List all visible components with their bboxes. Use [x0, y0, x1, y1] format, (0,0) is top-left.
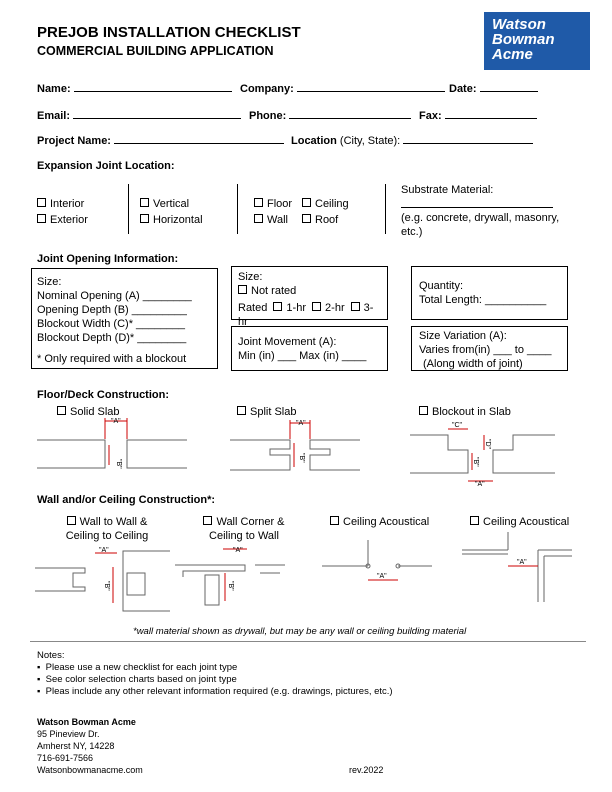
label-b: "B" — [472, 457, 479, 467]
label-a: "A" — [475, 481, 485, 487]
size-label: Size: — [37, 276, 62, 288]
not-rated-option[interactable] — [238, 284, 381, 298]
wall-section — [205, 575, 219, 605]
vertical-option[interactable] — [140, 197, 189, 211]
slab-right — [310, 440, 360, 470]
wall-to-wall-label-2: Ceiling to Ceiling — [65, 530, 149, 542]
footer-phone: 716-691-7566 — [37, 753, 94, 763]
wall-left — [35, 568, 85, 591]
wall-footnote: *wall material shown as drywall, but may be any wall or ceiling building material — [133, 626, 467, 637]
name-line[interactable] — [74, 80, 232, 92]
not-rated-label: Not rated — [251, 285, 297, 297]
wall-corner-option[interactable] — [199, 515, 289, 543]
project-name-field[interactable] — [37, 132, 284, 147]
nominal-opening-field[interactable]: Nominal Opening (A) ________ — [37, 290, 192, 302]
location-field[interactable] — [291, 132, 533, 147]
company-logo — [484, 12, 590, 70]
name-label: Name: — [37, 83, 71, 95]
split-slab-diagram — [230, 415, 360, 475]
movement-label: Joint Movement (A): — [238, 336, 337, 348]
ceiling-option[interactable] — [302, 197, 349, 211]
company-label: Company: — [240, 83, 294, 95]
solid-slab-label: Solid Slab — [70, 406, 120, 418]
location-label: Location — [291, 135, 337, 147]
blockout-slab-label: Blockout in Slab — [432, 406, 511, 418]
ceiling-label: Ceiling — [315, 198, 349, 210]
footer-website[interactable]: Watsonbowmanacme.com — [37, 765, 143, 775]
wall-to-wall-option[interactable] — [62, 515, 152, 543]
email-line[interactable] — [73, 107, 241, 119]
wall-checkbox[interactable] — [254, 214, 263, 223]
wall-edge — [255, 565, 285, 573]
slab-left — [410, 435, 468, 473]
substrate-line[interactable] — [401, 196, 553, 208]
ceiling-acoustical-diagram-2 — [462, 532, 572, 602]
roof-label: Roof — [315, 214, 339, 226]
company-field[interactable] — [240, 80, 445, 95]
solid-slab-diagram — [37, 415, 187, 475]
wall-to-wall-diagram — [35, 543, 170, 613]
variation-box — [411, 326, 568, 371]
rating-size-label: Size: — [238, 271, 263, 283]
slab-right — [127, 440, 187, 468]
solid-slab-checkbox[interactable] — [57, 406, 66, 415]
ceiling-acoustical-option-1[interactable] — [330, 515, 429, 529]
ceiling-acoustical-checkbox-1[interactable] — [330, 516, 339, 525]
interior-checkbox[interactable] — [37, 198, 46, 207]
split-slab-label: Split Slab — [250, 406, 297, 418]
label-a: "A" — [296, 420, 306, 427]
logo-line-2: Bowman — [492, 31, 555, 48]
blockout-slab-diagram — [410, 415, 555, 487]
section-divider — [30, 641, 586, 642]
expansion-heading: Expansion Joint Location: — [37, 160, 175, 172]
label-b: "B" — [227, 581, 234, 591]
wall-corner-label: Wall Corner & — [216, 516, 285, 528]
quantity-label: Quantity: — [419, 280, 464, 292]
divider — [237, 184, 238, 234]
ceiling-acoustical-option-2[interactable] — [470, 515, 569, 529]
rated-row — [238, 301, 381, 329]
logo-line-1: Watson — [492, 16, 546, 33]
wall-corner-checkbox[interactable] — [203, 516, 212, 525]
ceiling-acoustical-label-2: Ceiling Acoustical — [483, 516, 570, 528]
hr3-label: 3-hr — [238, 302, 374, 328]
total-length-field[interactable]: Total Length: __________ — [419, 294, 547, 306]
label-c: "C" — [452, 422, 463, 429]
roof-option[interactable] — [302, 213, 338, 227]
ceiling-acoustical-diagram-1 — [322, 540, 432, 590]
wall-heading: Wall and/or Ceiling Construction*: — [37, 494, 216, 506]
footer-city: Amherst NY, 14228 — [37, 741, 115, 751]
divider — [128, 184, 129, 234]
slab-left — [230, 440, 290, 470]
divider — [385, 184, 386, 234]
roof-checkbox[interactable] — [302, 214, 311, 223]
hr1-label: 1-hr — [286, 302, 306, 314]
note-item: ▪ Please use a new checklist for each joint type — [37, 662, 238, 673]
movement-field[interactable]: Min (in) ___ Max (in) ____ — [238, 350, 367, 362]
company-line[interactable] — [297, 80, 445, 92]
slab-left — [37, 440, 105, 468]
opening-depth-field[interactable]: Opening Depth (B) _________ — [37, 304, 187, 316]
page-title: PREJOB INSTALLATION CHECKLIST — [37, 24, 301, 41]
logo-line-3: Acme — [492, 46, 533, 63]
note-text: Please use a new checklist for each joint type — [45, 662, 238, 673]
note-item: ▪ See color selection charts based on joint type — [37, 674, 237, 685]
label-a: "A" — [99, 547, 109, 554]
exterior-checkbox[interactable] — [37, 214, 46, 223]
page-subtitle: COMMERCIAL BUILDING APPLICATION — [37, 44, 274, 58]
label-a: "A" — [377, 573, 387, 580]
project-name-label: Project Name: — [37, 135, 111, 147]
note-item: ▪ Pleas include any other relevant information required (e.g. drawings, pictures, etc.) — [37, 686, 393, 697]
wall-corner-label-2: Ceiling to Wall — [209, 530, 279, 542]
rating-box — [231, 266, 388, 328]
fax-field[interactable] — [419, 107, 537, 122]
hr3-checkbox[interactable] — [351, 302, 360, 311]
exterior-label: Exterior — [50, 214, 88, 226]
fax-label: Fax: — [419, 110, 442, 122]
label-b: "B" — [115, 459, 122, 469]
label-d: "D" — [484, 439, 491, 450]
blockout-depth-field[interactable]: Blockout Depth (D)* ________ — [37, 332, 187, 344]
floor-option[interactable] — [254, 197, 292, 211]
size-box — [31, 268, 218, 369]
phone-line[interactable] — [289, 107, 411, 119]
label-a: "A" — [233, 547, 243, 554]
label-a: "A" — [111, 418, 121, 425]
wall-corner — [538, 550, 572, 602]
ceiling-checkbox[interactable] — [302, 198, 311, 207]
wall-corner-diagram — [175, 543, 285, 618]
floor-checkbox[interactable] — [254, 198, 263, 207]
label-b: "B" — [298, 453, 305, 463]
date-field[interactable] — [449, 80, 538, 95]
wall-to-wall-checkbox[interactable] — [67, 516, 76, 525]
movement-box — [231, 326, 388, 371]
variation-label: Size Variation (A): — [419, 330, 507, 342]
slab-right — [493, 435, 555, 473]
blockout-slab-checkbox[interactable] — [419, 406, 428, 415]
wall-to-wall-label: Wall to Wall & — [79, 516, 148, 528]
blockout-note: * Only required with a blockout — [37, 353, 187, 365]
note-text: Pleas include any other relevant information required (e.g. drawings, pictures, etc.) — [45, 686, 393, 697]
hr2-label: 2-hr — [325, 302, 345, 314]
wall-right — [123, 551, 170, 611]
date-line[interactable] — [480, 80, 538, 92]
rated-label: Rated — [238, 302, 268, 314]
vertical-checkbox[interactable] — [140, 198, 149, 207]
not-rated-checkbox[interactable] — [238, 285, 247, 294]
wall-label: Wall — [267, 214, 288, 226]
location-line[interactable] — [403, 132, 533, 144]
label-a: "A" — [517, 559, 527, 566]
location-hint: (City, State): — [339, 135, 401, 147]
revision-label: rev.2022 — [349, 765, 384, 775]
hr1-checkbox[interactable] — [273, 302, 282, 311]
notes-heading: Notes: — [37, 650, 65, 661]
variation-note: (Along width of joint) — [423, 358, 523, 370]
blockout-width-field[interactable]: Blockout Width (C)* ________ — [37, 318, 185, 330]
email-field[interactable] — [37, 107, 241, 122]
floor-label: Floor — [267, 198, 293, 210]
project-name-line[interactable] — [114, 132, 284, 144]
split-slab-checkbox[interactable] — [237, 406, 246, 415]
horizontal-option[interactable] — [140, 213, 203, 227]
fax-line[interactable] — [445, 107, 537, 119]
vertical-label: Vertical — [153, 198, 190, 210]
wall-section — [127, 573, 145, 595]
joint-opening-heading: Joint Opening Information: — [37, 253, 179, 265]
ceiling-acoustical-checkbox-2[interactable] — [470, 516, 479, 525]
exterior-option[interactable] — [37, 213, 88, 227]
date-label: Date: — [449, 83, 477, 95]
hr2-checkbox[interactable] — [312, 302, 321, 311]
footer-company: Watson Bowman Acme — [37, 717, 136, 727]
name-field[interactable] — [37, 80, 232, 95]
note-text: See color selection charts based on joint type — [45, 674, 237, 685]
phone-label: Phone: — [249, 110, 287, 122]
email-label: Email: — [37, 110, 71, 122]
quantity-box — [411, 266, 568, 320]
horizontal-checkbox[interactable] — [140, 214, 149, 223]
label-b: "B" — [103, 581, 110, 591]
interior-label: Interior — [50, 198, 85, 210]
variation-field[interactable]: Varies from(in) ___ to ____ — [419, 344, 552, 356]
interior-option[interactable] — [37, 197, 84, 211]
ceiling-acoustical-label-1: Ceiling Acoustical — [343, 516, 430, 528]
wall-option[interactable] — [254, 213, 288, 227]
phone-field[interactable] — [249, 107, 411, 122]
substrate-label: Substrate Material: — [401, 184, 494, 196]
floor-heading: Floor/Deck Construction: — [37, 389, 170, 401]
substrate-hint: (e.g. concrete, drywall, masonry, etc.) — [401, 212, 560, 238]
horizontal-label: Horizontal — [153, 214, 203, 226]
footer-street: 95 Pineview Dr. — [37, 729, 100, 739]
